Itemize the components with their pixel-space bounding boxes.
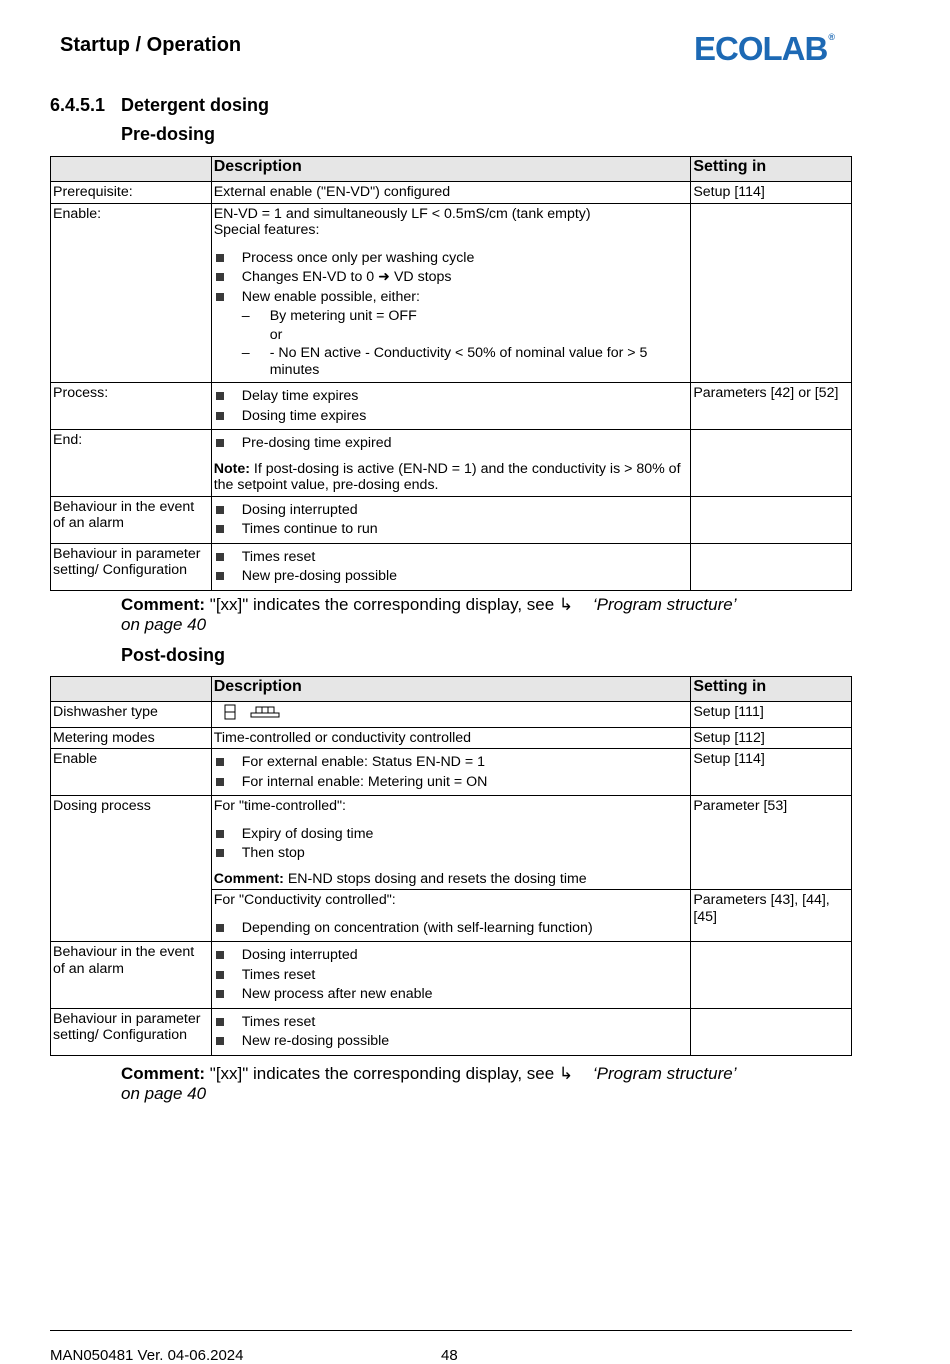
row-description <box>211 942 691 1009</box>
section-title: Detergent dosing <box>121 95 270 115</box>
row-description <box>211 383 691 430</box>
list-item: New pre-dosing possible <box>214 568 689 585</box>
note-text: Note: If post-dosing is active (EN-ND = 1) and the conductivity is > 80% of the setpoint value, pre-dosing ends. <box>213 460 681 493</box>
bullet-list <box>214 920 689 937</box>
text-line: Special features: <box>213 222 320 238</box>
square-bullet-icon <box>216 439 224 447</box>
square-bullet-icon <box>216 254 224 262</box>
list-item: New process after new enable <box>214 986 689 1003</box>
square-bullet-icon <box>216 778 224 786</box>
row-description: Time-controlled or conductivity controlled <box>211 727 691 749</box>
square-bullet-icon <box>216 1018 224 1026</box>
row-label: Process: <box>51 383 212 430</box>
text-line: For "time-controlled": <box>213 798 346 814</box>
list-item: Times reset <box>214 967 689 984</box>
square-bullet-icon <box>216 924 224 932</box>
row-setting: Setup [114] <box>691 749 852 796</box>
table-header-description: Description <box>211 677 691 702</box>
row-label: Enable: <box>51 203 212 383</box>
square-bullet-icon <box>216 758 224 766</box>
row-setting: Parameter [53] <box>691 796 852 890</box>
table-header-blank <box>51 677 212 702</box>
row-description <box>211 796 691 890</box>
table-header-description: Description <box>211 157 691 182</box>
list-item: Times reset <box>214 1014 689 1031</box>
square-bullet-icon <box>216 971 224 979</box>
table-row <box>51 383 852 430</box>
cross-reference-icon: ↳ <box>558 1064 574 1083</box>
list-item: – By metering unit = OFF <box>241 308 417 324</box>
table-row <box>51 796 852 890</box>
square-bullet-icon <box>216 392 224 400</box>
list-item: Dosing interrupted <box>214 947 689 964</box>
footer-page-number: 48 <box>441 1347 458 1364</box>
comment-text: Comment: EN-ND stops dosing and resets the dosing time <box>213 870 587 887</box>
text-line: EN-VD = 1 and simultaneously LF < 0.5mS/cm (tank empty) <box>213 205 591 222</box>
square-bullet-icon <box>216 506 224 514</box>
page-header-title: Startup / Operation <box>60 34 242 56</box>
row-label: End: <box>51 430 212 497</box>
row-setting: Setup [114] <box>691 182 852 204</box>
list-item: – - No EN active - Conductivity < 50% of nominal value for > 5 minutes <box>241 345 648 378</box>
row-description <box>211 1008 691 1055</box>
square-bullet-icon <box>216 273 224 281</box>
row-description <box>211 543 691 590</box>
table-row <box>51 749 852 796</box>
cross-reference-link[interactable]: ‘Program structure’ <box>592 595 737 614</box>
table-row <box>51 1008 852 1055</box>
cross-reference-link[interactable]: ‘Program structure’ <box>592 1064 737 1083</box>
table-row <box>51 543 852 590</box>
row-label: Prerequisite: <box>51 182 212 204</box>
list-item: Changes EN-VD to 0 ➜ VD stops <box>214 269 689 286</box>
square-bullet-icon <box>216 525 224 533</box>
comment-predosing: Comment: "[xx]" indicates the corresponding display, see ↳ ‘Program structure’ on page 40 <box>121 595 737 634</box>
table-row <box>51 942 852 1009</box>
single-tank-dishwasher-icon <box>224 704 236 725</box>
square-bullet-icon <box>216 990 224 998</box>
row-label: Behaviour in parameter setting/ Configuration <box>51 543 212 590</box>
row-setting <box>691 496 852 543</box>
list-item: New re-dosing possible <box>214 1033 689 1050</box>
dash-bullet: – <box>241 345 250 361</box>
table-row <box>51 702 852 728</box>
list-item: Dosing time expires <box>214 408 689 425</box>
list-item: For external enable: Status EN-ND = 1 <box>214 754 689 771</box>
text-line: For "Conductivity controlled": <box>213 892 396 908</box>
table-row <box>51 496 852 543</box>
row-description <box>211 203 691 383</box>
row-label: Metering modes <box>51 727 212 749</box>
list-item: Dosing interrupted <box>214 502 689 519</box>
row-description <box>211 702 691 728</box>
list-item: For internal enable: Metering unit = ON <box>214 774 689 791</box>
table-row <box>51 182 852 204</box>
square-bullet-icon <box>216 572 224 580</box>
row-label: Behaviour in the event of an alarm <box>51 496 212 543</box>
row-label: Enable <box>51 749 212 796</box>
row-setting <box>691 942 852 1009</box>
row-label: Behaviour in parameter setting/ Configuration <box>51 1008 212 1055</box>
table-header-blank <box>51 157 212 182</box>
footer-document-version: MAN050481 Ver. 04-06.2024 <box>50 1347 244 1364</box>
bullet-list <box>214 754 689 790</box>
table-header-setting: Setting in <box>691 677 852 702</box>
square-bullet-icon <box>216 412 224 420</box>
dash-list <box>214 308 689 378</box>
bullet-list <box>214 435 689 452</box>
table-header-row <box>51 677 852 702</box>
bullet-list <box>214 502 689 538</box>
table-row <box>51 727 852 749</box>
row-description: External enable ("EN-VD") configured <box>211 182 691 204</box>
bullet-list <box>214 1014 689 1050</box>
bullet-list <box>214 947 689 1003</box>
list-item: Expiry of dosing time <box>214 826 689 843</box>
table-header-row <box>51 157 852 182</box>
page-reference: on page 40 <box>121 1084 207 1103</box>
row-setting <box>691 203 852 383</box>
list-item: Times continue to run <box>214 521 689 538</box>
predosing-heading: Pre-dosing <box>121 124 216 144</box>
footer-divider <box>50 1330 852 1331</box>
row-setting <box>691 1008 852 1055</box>
table-row <box>51 430 852 497</box>
list-item: Then stop <box>214 845 689 862</box>
list-item: Depending on concentration (with self-learning function) <box>214 920 689 937</box>
ecolab-logo <box>694 30 834 68</box>
row-setting: Parameters [43], [44], [45] <box>691 890 852 942</box>
square-bullet-icon <box>216 849 224 857</box>
square-bullet-icon <box>216 951 224 959</box>
row-setting <box>691 543 852 590</box>
conveyor-dishwasher-icon <box>250 705 280 724</box>
row-setting <box>691 430 852 497</box>
row-description <box>211 430 691 497</box>
list-item: New enable possible, either: <box>214 289 689 306</box>
postdosing-table <box>50 676 852 1056</box>
square-bullet-icon <box>216 553 224 561</box>
row-setting: Parameters [42] or [52] <box>691 383 852 430</box>
list-item: or <box>269 326 283 343</box>
list-item: Process once only per washing cycle <box>214 250 689 267</box>
row-setting: Setup [111] <box>691 702 852 728</box>
square-bullet-icon <box>216 1037 224 1045</box>
list-item: Delay time expires <box>214 388 689 405</box>
logo-text: ECOLAB <box>694 30 828 67</box>
row-description <box>211 749 691 796</box>
list-item: Pre-dosing time expired <box>214 435 689 452</box>
square-bullet-icon <box>216 830 224 838</box>
postdosing-heading: Post-dosing <box>121 645 225 665</box>
bullet-list <box>214 549 689 585</box>
comment-postdosing: Comment: "[xx]" indicates the corresponding display, see ↳ ‘Program structure’ on page 40 <box>121 1064 737 1103</box>
row-label: Dosing process <box>51 796 212 942</box>
bullet-list <box>214 250 689 306</box>
table-row <box>51 203 852 383</box>
row-description <box>211 496 691 543</box>
square-bullet-icon <box>216 293 224 301</box>
logo-registered-mark: ® <box>828 32 834 42</box>
row-setting: Setup [112] <box>691 727 852 749</box>
list-item: Times reset <box>214 549 689 566</box>
row-label: Behaviour in the event of an alarm <box>51 942 212 1009</box>
cross-reference-icon: ↳ <box>558 595 574 614</box>
dash-bullet: – <box>241 308 250 324</box>
row-description <box>211 890 691 942</box>
row-label: Dishwasher type <box>51 702 212 728</box>
section-number: 6.4.5.1 <box>50 95 106 115</box>
table-header-setting: Setting in <box>691 157 852 182</box>
page-reference: on page 40 <box>121 615 207 634</box>
bullet-list <box>214 388 689 424</box>
predosing-table <box>50 156 852 591</box>
bullet-list <box>214 826 689 862</box>
